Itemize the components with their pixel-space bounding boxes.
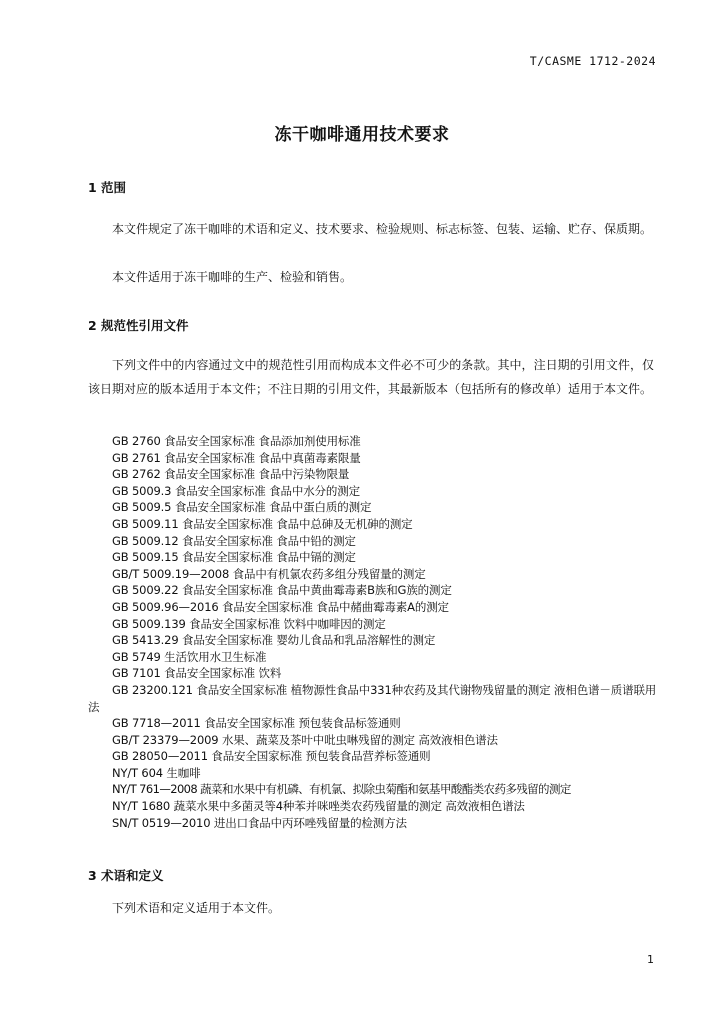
reference-item: NY/T 761—2008 蔬菜和水果中有机磷、有机氯、拟除虫菊酯和氨基甲酸酯类农药多残留的测定 [112,782,571,797]
reference-item: GB 5009.96—2016 食品安全国家标准 食品中赭曲霉毒素A的测定 [112,599,449,614]
reference-item: GB 7718—2011 食品安全国家标准 预包装食品标签通则 [112,716,401,731]
reference-item: GB 5009.3 食品安全国家标准 食品中水分的测定 [112,483,360,498]
reference-item: NY/T 604 生咖啡 [112,765,201,780]
reference-item: GB 28050—2011 食品安全国家标准 预包装食品营养标签通则 [112,749,431,764]
reference-item: GB 2762 食品安全国家标准 食品中污染物限量 [112,467,350,482]
reference-item: GB 5009.22 食品安全国家标准 食品中黄曲霉毒素B族和G族的测定 [112,583,452,598]
reference-item: GB 2760 食品安全国家标准 食品添加剂使用标准 [112,434,361,448]
section-heading-normative: 2 规范性引用文件 [88,318,189,333]
reference-item: SN/T 0519—2010 进出口食品中丙环唑残留量的检测方法 [112,815,407,830]
reference-item: GB 5009.11 食品安全国家标准 食品中总砷及无机砷的测定 [112,516,413,531]
standard-code: T/CASME 1712-2024 [529,54,656,68]
reference-item: NY/T 1680 蔬菜水果中多菌灵等4种苯并咪唑类农药残留量的测定 高效液相色谱法 [112,799,525,814]
reference-item: GB/T 5009.19—2008 食品中有机氯农药多组分残留量的测定 [112,566,426,581]
page-number: 1 [647,953,654,966]
document-title: 冻干咖啡通用技术要求 [274,125,450,145]
reference-item: GB/T 23379—2009 水果、蔬菜及茶叶中吡虫啉残留的测定 高效液相色谱法 [112,732,498,747]
reference-item: GB 5009.5 食品安全国家标准 食品中蛋白质的测定 [112,500,372,515]
reference-item: GB 5009.15 食品安全国家标准 食品中镉的测定 [112,550,356,565]
section-heading-terms: 3 术语和定义 [88,868,164,883]
normative-intro: 下列文件中的内容通过文中的规范性引用而构成本文件必不可少的条款。其中，注日期的引用文件，仅该日期对应的版本适用于本文件；不注日期的引用文件，其最新版本（包括所有的修改单）适用于本文件。 [88,358,654,396]
reference-item: GB 5009.139 食品安全国家标准 饮料中咖啡因的测定 [112,616,386,631]
scope-paragraph-1: 本文件规定了冻干咖啡的术语和定义、技术要求、检验规则、标志标签、包装、运输、贮存、保质期。 [112,222,653,236]
section-heading-scope: 1 范围 [88,180,127,195]
reference-item: GB 5749 生活饮用水卫生标准 [112,649,267,664]
reference-list [88,433,658,831]
reference-item: GB 5413.29 食品安全国家标准 婴幼儿食品和乳品溶解性的测定 [112,633,436,648]
reference-item: GB 7101 食品安全国家标准 饮料 [112,666,282,681]
scope-paragraph-2: 本文件适用于冻干咖啡的生产、检验和销售。 [112,270,353,284]
reference-item: GB 23200.121 食品安全国家标准 植物源性食品中331种农药及其代谢物残留量的测定 液相色谱－质谱联用法 [88,682,657,714]
reference-item: GB 2761 食品安全国家标准 食品中真菌毒素限量 [112,450,361,465]
reference-item: GB 5009.12 食品安全国家标准 食品中铅的测定 [112,533,356,548]
terms-intro: 下列术语和定义适用于本文件。 [112,901,281,915]
